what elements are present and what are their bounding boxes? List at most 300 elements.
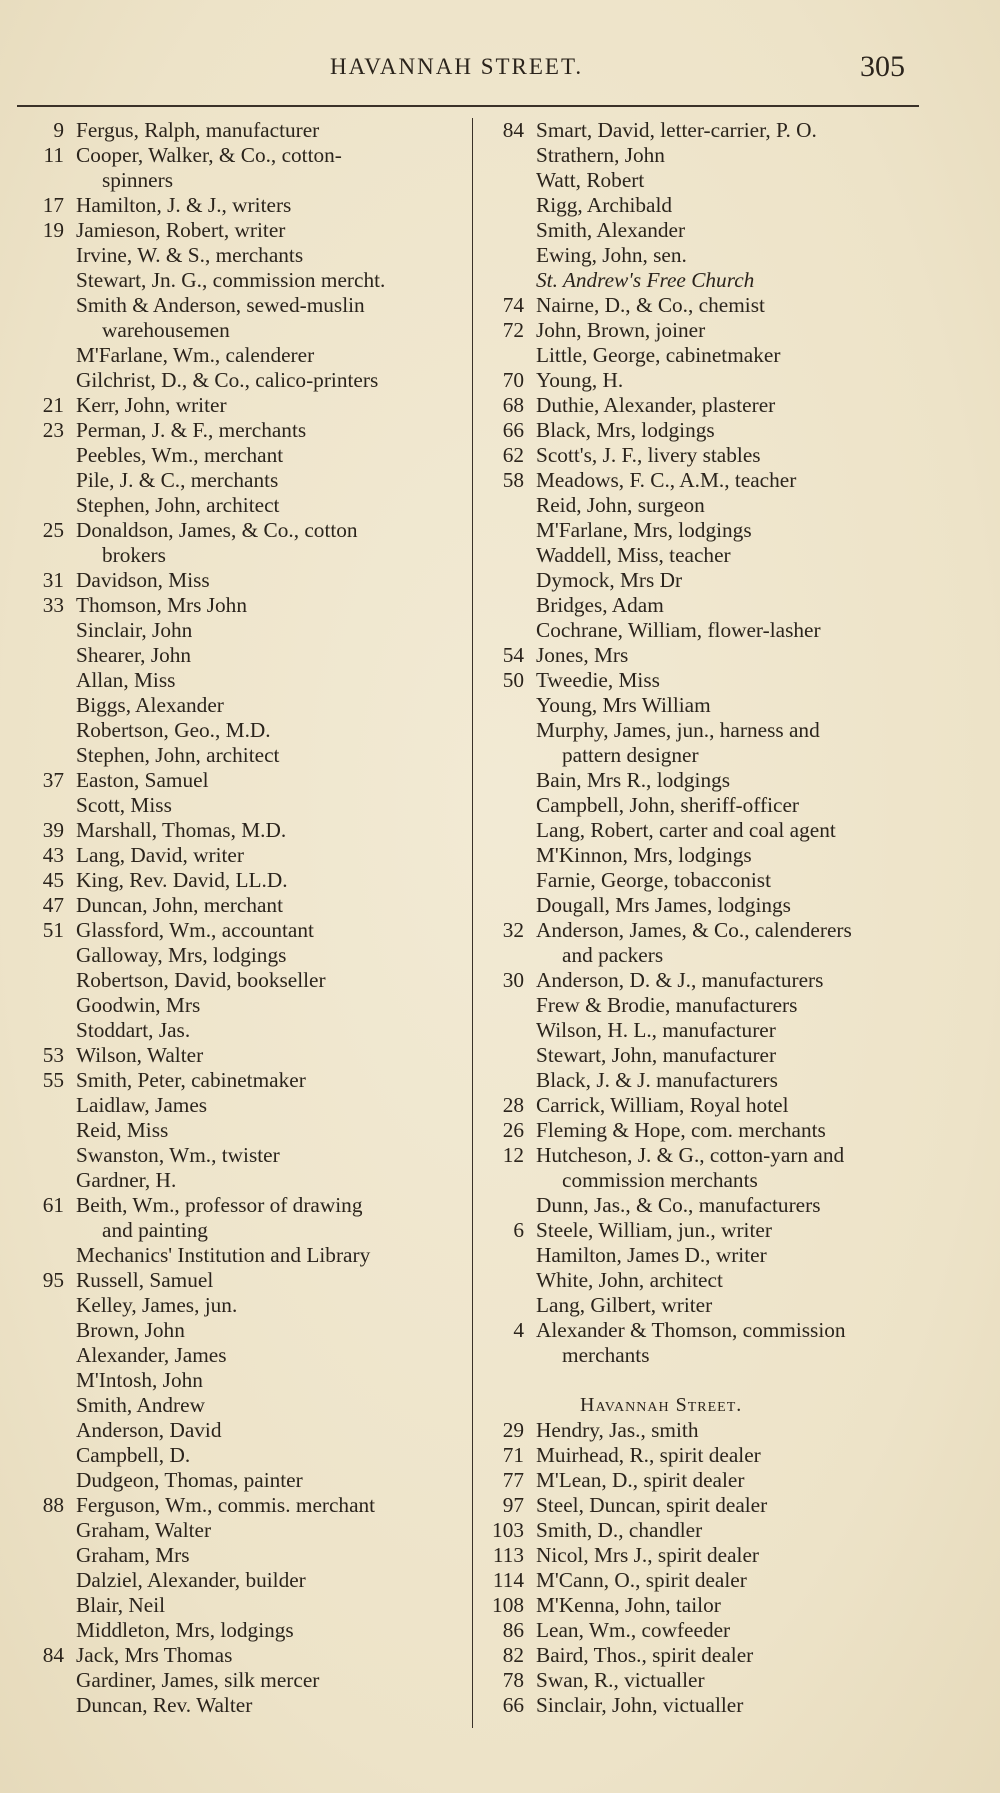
directory-entry	[480, 768, 920, 793]
directory-entry	[20, 1593, 460, 1618]
entry-text: Duthie, Alexander, plasterer	[536, 393, 776, 417]
entry-text: White, John, architect	[536, 1268, 723, 1292]
house-number	[480, 1068, 524, 1093]
house-number	[480, 1168, 524, 1193]
house-number: 108	[492, 1593, 524, 1617]
entry-text: Swanston, Wm., twister	[76, 1143, 280, 1167]
directory-entry	[480, 218, 920, 243]
entry-text: Dymock, Mrs Dr	[536, 568, 683, 592]
directory-entry	[20, 1568, 460, 1593]
house-number	[20, 793, 64, 818]
entry-text: Ewing, John, sen.	[536, 243, 687, 267]
directory-entry	[20, 168, 460, 193]
directory-entry	[480, 918, 920, 943]
entry-text: M'Farlane, Wm., calenderer	[76, 343, 315, 367]
house-number	[20, 1618, 64, 1643]
entry-text: Goodwin, Mrs	[76, 993, 201, 1017]
house-number: 103	[492, 1518, 524, 1542]
house-number	[480, 143, 524, 168]
entry-text: Black, Mrs, lodgings	[536, 418, 715, 442]
house-number	[20, 1343, 64, 1368]
house-number: 30	[502, 968, 524, 992]
directory-entry	[20, 1043, 460, 1068]
house-number: 74	[502, 293, 524, 317]
directory-entry	[20, 1468, 460, 1493]
entry-text: Stephen, John, architect	[76, 493, 280, 517]
entry-text: Wilson, H. L., manufacturer	[536, 1018, 776, 1042]
entry-text: Graham, Walter	[76, 1518, 212, 1542]
house-number: 113	[492, 1543, 524, 1567]
house-number: 84	[502, 118, 524, 142]
entry-text: Smith, Peter, cabinetmaker	[76, 1068, 306, 1092]
house-number: 31	[42, 568, 64, 592]
directory-entry	[20, 443, 460, 468]
entry-text: Reid, Miss	[76, 1118, 169, 1142]
entry-text: Graham, Mrs	[76, 1543, 190, 1567]
house-number: 77	[502, 1468, 524, 1492]
entry-text: Hutcheson, J. & G., cotton-yarn and	[536, 1143, 845, 1167]
directory-entry	[480, 1693, 920, 1718]
entry-text: commission merchants	[562, 1168, 758, 1192]
house-number: 68	[502, 393, 524, 417]
directory-entry	[480, 743, 920, 768]
directory-entry	[480, 1093, 920, 1118]
house-number: 23	[42, 418, 64, 442]
house-number	[20, 618, 64, 643]
entry-text: Alexander, James	[76, 1343, 227, 1367]
directory-entry	[480, 668, 920, 693]
entry-text: Fleming & Hope, com. merchants	[536, 1118, 826, 1142]
directory-entry	[480, 1243, 920, 1268]
entry-text: Perman, J. & F., merchants	[76, 418, 307, 442]
directory-entry	[480, 643, 920, 668]
house-number	[20, 168, 64, 193]
entry-text: spinners	[102, 168, 173, 192]
house-number: 39	[42, 818, 64, 842]
house-number: 45	[42, 868, 64, 892]
house-number: 86	[502, 1618, 524, 1642]
house-number	[20, 268, 64, 293]
entry-text: Middleton, Mrs, lodgings	[76, 1618, 294, 1642]
entry-text: Tweedie, Miss	[536, 668, 660, 692]
directory-entry	[480, 343, 920, 368]
directory-entry	[480, 193, 920, 218]
entry-text: Strathern, John	[536, 143, 665, 167]
directory-entry	[480, 1168, 920, 1193]
entry-text: Rigg, Archibald	[536, 193, 673, 217]
house-number	[20, 1093, 64, 1118]
entry-text: Waddell, Miss, teacher	[536, 543, 731, 567]
entry-text: Ferguson, Wm., commis. merchant	[76, 1493, 376, 1517]
house-number: 97	[502, 1493, 524, 1517]
entry-text: Davidson, Miss	[76, 568, 210, 592]
house-number	[480, 1293, 524, 1318]
house-number	[480, 193, 524, 218]
house-number	[480, 268, 524, 293]
directory-entry	[480, 493, 920, 518]
house-number	[20, 1543, 64, 1568]
house-number: 82	[502, 1643, 524, 1667]
entry-text: Sinclair, John, victualler	[536, 1693, 744, 1717]
entry-text: Dunn, Jas., & Co., manufacturers	[536, 1193, 821, 1217]
directory-entry	[480, 993, 920, 1018]
house-number: 28	[502, 1093, 524, 1117]
section-heading: Havannah Street.	[580, 1394, 743, 1416]
directory-entry	[480, 593, 920, 618]
directory-entry	[480, 1268, 920, 1293]
house-number	[480, 1268, 524, 1293]
house-number: 21	[42, 393, 64, 417]
house-number: 11	[43, 143, 64, 167]
directory-entry	[480, 1668, 920, 1693]
house-number: 32	[502, 918, 524, 942]
directory-entry	[20, 593, 460, 618]
entry-text: Smith, D., chandler	[536, 1518, 703, 1542]
directory-entry	[20, 1143, 460, 1168]
entry-text: Young, H.	[536, 368, 624, 392]
entry-text: Cooper, Walker, & Co., cotton-	[76, 143, 342, 167]
directory-entry	[20, 268, 460, 293]
house-number	[20, 493, 64, 518]
entry-text: Thomson, Mrs John	[76, 593, 247, 617]
house-number	[20, 1418, 64, 1443]
entry-text: Baird, Thos., spirit dealer	[536, 1643, 754, 1667]
directory-entry	[20, 193, 460, 218]
directory-entry	[20, 1093, 460, 1118]
directory-entry	[20, 1668, 460, 1693]
house-number	[480, 718, 524, 743]
directory-entry	[20, 1518, 460, 1543]
house-number	[20, 1318, 64, 1343]
directory-entry	[480, 943, 920, 968]
directory-entry	[480, 1468, 920, 1493]
directory-entry	[480, 1343, 920, 1368]
directory-entry	[20, 843, 460, 868]
house-number	[480, 1018, 524, 1043]
entry-text: Kerr, John, writer	[76, 393, 227, 417]
entry-text: Scott's, J. F., livery stables	[536, 443, 761, 467]
entry-text: Scott, Miss	[76, 793, 172, 817]
house-number	[20, 1568, 64, 1593]
entry-text: Gilchrist, D., & Co., calico-printers	[76, 368, 379, 392]
entry-text: Brown, John	[76, 1318, 185, 1342]
house-number: 12	[502, 1143, 524, 1167]
directory-entry	[480, 1318, 920, 1343]
directory-entry	[20, 568, 460, 593]
entry-text: Anderson, D. & J., manufacturers	[536, 968, 824, 992]
house-number	[480, 1043, 524, 1068]
directory-entry	[480, 618, 920, 643]
directory-entry	[20, 243, 460, 268]
directory-entry	[20, 1068, 460, 1093]
house-number	[480, 543, 524, 568]
directory-entry	[480, 443, 920, 468]
entry-text: Smith, Alexander	[536, 218, 686, 242]
entry-text: Smart, David, letter-carrier, P. O.	[536, 118, 817, 142]
directory-entry	[480, 418, 920, 443]
entry-text: Lean, Wm., cowfeeder	[536, 1618, 731, 1642]
directory-entry	[20, 1543, 460, 1568]
house-number: 84	[42, 1643, 64, 1667]
entry-text: Dudgeon, Thomas, painter	[76, 1468, 303, 1492]
house-number	[480, 518, 524, 543]
running-title: HAVANNAH STREET.	[330, 54, 584, 79]
directory-entry	[480, 368, 920, 393]
entry-text: Hamilton, James D., writer	[536, 1243, 767, 1267]
house-number	[480, 743, 524, 768]
house-number	[20, 1368, 64, 1393]
entry-text: Dalziel, Alexander, builder	[76, 1568, 306, 1592]
directory-entry	[20, 1618, 460, 1643]
entry-text: and painting	[102, 1218, 208, 1242]
directory-entry	[480, 393, 920, 418]
entry-text: Donaldson, James, & Co., cotton	[76, 518, 358, 542]
directory-entry	[20, 1118, 460, 1143]
house-number: 4	[513, 1318, 524, 1342]
entry-text: Lang, Robert, carter and coal agent	[536, 818, 836, 842]
entry-text: Anderson, David	[76, 1418, 222, 1442]
house-number	[20, 1243, 64, 1268]
directory-entry	[480, 118, 920, 143]
house-number: 33	[42, 593, 64, 617]
directory-entry	[20, 1318, 460, 1343]
house-number	[480, 1343, 524, 1368]
directory-entry	[20, 318, 460, 343]
entry-text: Hendry, Jas., smith	[536, 1418, 699, 1442]
entry-text: Frew & Brodie, manufacturers	[536, 993, 798, 1017]
entry-text: Stewart, John, manufacturer	[536, 1043, 777, 1067]
entry-text: Swan, R., victualler	[536, 1668, 705, 1692]
house-number: 70	[502, 368, 524, 392]
directory-entry	[480, 843, 920, 868]
entry-text: Lang, David, writer	[76, 843, 244, 867]
house-number	[480, 168, 524, 193]
entry-text: Pile, J. & C., merchants	[76, 468, 279, 492]
directory-entry	[20, 1693, 460, 1718]
directory-entry	[480, 568, 920, 593]
house-number	[20, 718, 64, 743]
house-number	[20, 318, 64, 343]
entry-text: Dougall, Mrs James, lodgings	[536, 893, 791, 917]
directory-entry	[20, 868, 460, 893]
entry-text: M'Kenna, John, tailor	[536, 1593, 721, 1617]
house-number	[480, 818, 524, 843]
entry-text: Stephen, John, architect	[76, 743, 280, 767]
entry-text: Carrick, William, Royal hotel	[536, 1093, 789, 1117]
directory-entry	[20, 918, 460, 943]
entry-text: Stewart, Jn. G., commission mercht.	[76, 268, 386, 292]
house-number	[20, 368, 64, 393]
left-column	[20, 118, 460, 1718]
entry-text: Robertson, Geo., M.D.	[76, 718, 271, 742]
entry-text: Jamieson, Robert, writer	[76, 218, 286, 242]
column-divider	[472, 118, 473, 1728]
directory-entry	[20, 1343, 460, 1368]
house-number: 43	[42, 843, 64, 867]
house-number: 114	[492, 1568, 524, 1592]
directory-entry	[480, 1018, 920, 1043]
entry-text: Campbell, D.	[76, 1443, 191, 1467]
entry-text: Gardiner, James, silk mercer	[76, 1668, 320, 1692]
house-number	[20, 1293, 64, 1318]
house-number	[20, 968, 64, 993]
house-number: 55	[42, 1068, 64, 1092]
house-number	[480, 843, 524, 868]
house-number: 25	[42, 518, 64, 542]
house-number: 9	[53, 118, 64, 142]
house-number: 53	[42, 1043, 64, 1067]
directory-entry	[480, 318, 920, 343]
entry-text: Anderson, James, & Co., calenderers	[536, 918, 852, 942]
house-number	[480, 1243, 524, 1268]
house-number	[20, 943, 64, 968]
house-number: 50	[502, 668, 524, 692]
directory-entry	[20, 693, 460, 718]
entry-text: Kelley, James, jun.	[76, 1293, 238, 1317]
directory-entry	[480, 1593, 920, 1618]
entry-text: Bridges, Adam	[536, 593, 664, 617]
directory-entry	[480, 1043, 920, 1068]
house-number: 72	[502, 318, 524, 342]
directory-entry	[20, 793, 460, 818]
directory-entry	[480, 1418, 920, 1443]
entry-text: Beith, Wm., professor of drawing	[76, 1193, 363, 1217]
page-number: 305	[860, 50, 905, 83]
entry-text: Duncan, John, merchant	[76, 893, 283, 917]
entry-text: Laidlaw, James	[76, 1093, 208, 1117]
house-number: 66	[502, 1693, 524, 1717]
entry-text: Reid, John, surgeon	[536, 493, 705, 517]
directory-entry	[20, 393, 460, 418]
house-number	[20, 1168, 64, 1193]
house-number	[20, 743, 64, 768]
entry-text: Wilson, Walter	[76, 1043, 204, 1067]
house-number: 51	[42, 918, 64, 942]
directory-entry	[20, 968, 460, 993]
entry-text: Galloway, Mrs, lodgings	[76, 943, 287, 967]
house-number	[480, 693, 524, 718]
house-number	[20, 693, 64, 718]
directory-entry	[20, 1268, 460, 1293]
house-number	[20, 1143, 64, 1168]
directory-entry	[480, 468, 920, 493]
entry-text: Irvine, W. & S., merchants	[76, 243, 304, 267]
directory-entry	[20, 1168, 460, 1193]
house-number	[20, 243, 64, 268]
directory-entry	[20, 368, 460, 393]
entry-text: Gardner, H.	[76, 1168, 177, 1192]
directory-entry	[20, 518, 460, 543]
header-rule	[17, 105, 919, 107]
directory-entry	[480, 1618, 920, 1643]
house-number	[20, 468, 64, 493]
house-number	[20, 993, 64, 1018]
entry-text: Marshall, Thomas, M.D.	[76, 818, 287, 842]
entry-text: M'Intosh, John	[76, 1368, 203, 1392]
house-number	[480, 343, 524, 368]
house-number	[480, 768, 524, 793]
directory-entry	[20, 1418, 460, 1443]
house-number	[480, 993, 524, 1018]
entry-text: Murphy, James, jun., harness and	[536, 718, 820, 742]
entry-text: Lang, Gilbert, writer	[536, 1293, 713, 1317]
directory-entry	[20, 1243, 460, 1268]
house-number: 6	[513, 1218, 524, 1242]
house-number	[20, 668, 64, 693]
house-number	[20, 443, 64, 468]
directory-entry	[20, 643, 460, 668]
house-number: 17	[42, 193, 64, 217]
directory-entry	[480, 1193, 920, 1218]
entry-text: Blair, Neil	[76, 1593, 166, 1617]
directory-entry	[480, 243, 920, 268]
directory-entry	[20, 618, 460, 643]
entry-text: M'Kinnon, Mrs, lodgings	[536, 843, 752, 867]
house-number	[480, 943, 524, 968]
entry-text: Sinclair, John	[76, 618, 193, 642]
entry-text: Russell, Samuel	[76, 1268, 214, 1292]
entry-text: Meadows, F. C., A.M., teacher	[536, 468, 797, 492]
entry-text: Duncan, Rev. Walter	[76, 1693, 253, 1717]
directory-entry	[20, 943, 460, 968]
directory-entry	[480, 1518, 920, 1543]
directory-entry	[20, 218, 460, 243]
directory-entry	[20, 118, 460, 143]
entry-text: Nairne, D., & Co., chemist	[536, 293, 765, 317]
directory-entry	[20, 293, 460, 318]
entry-text: Smith & Anderson, sewed-muslin	[76, 293, 365, 317]
house-number	[480, 218, 524, 243]
directory-entry	[480, 968, 920, 993]
directory-entry	[480, 268, 920, 293]
entry-text: M'Lean, D., spirit dealer	[536, 1468, 745, 1492]
house-number	[20, 1468, 64, 1493]
entry-text: merchants	[562, 1343, 650, 1367]
entry-text: Easton, Samuel	[76, 768, 209, 792]
directory-entry	[20, 468, 460, 493]
house-number: 37	[42, 768, 64, 792]
directory-entry	[20, 818, 460, 843]
directory-entry	[480, 1568, 920, 1593]
directory-entry	[480, 1443, 920, 1468]
directory-entry	[20, 1218, 460, 1243]
entry-text: M'Cann, O., spirit dealer	[536, 1568, 747, 1592]
house-number	[480, 593, 524, 618]
right-column	[480, 118, 920, 1718]
house-number	[20, 1218, 64, 1243]
house-number: 58	[502, 468, 524, 492]
directory-entry	[480, 168, 920, 193]
house-number: 61	[42, 1193, 64, 1217]
house-number: 71	[502, 1443, 524, 1467]
directory-entry	[20, 668, 460, 693]
entry-text: Shearer, John	[76, 643, 192, 667]
directory-entry	[20, 1393, 460, 1418]
house-number	[20, 1668, 64, 1693]
house-number	[480, 793, 524, 818]
directory-entry	[20, 893, 460, 918]
entry-text: Young, Mrs William	[536, 693, 711, 717]
entry-text: Black, J. & J. manufacturers	[536, 1068, 778, 1092]
directory-entry	[480, 1118, 920, 1143]
directory-entry	[20, 543, 460, 568]
directory-entry	[20, 768, 460, 793]
house-number: 19	[42, 218, 64, 242]
house-number: 88	[42, 1493, 64, 1517]
entry-text: Farnie, George, tobacconist	[536, 868, 771, 892]
entry-text: Hamilton, J. & J., writers	[76, 193, 292, 217]
house-number: 26	[502, 1118, 524, 1142]
